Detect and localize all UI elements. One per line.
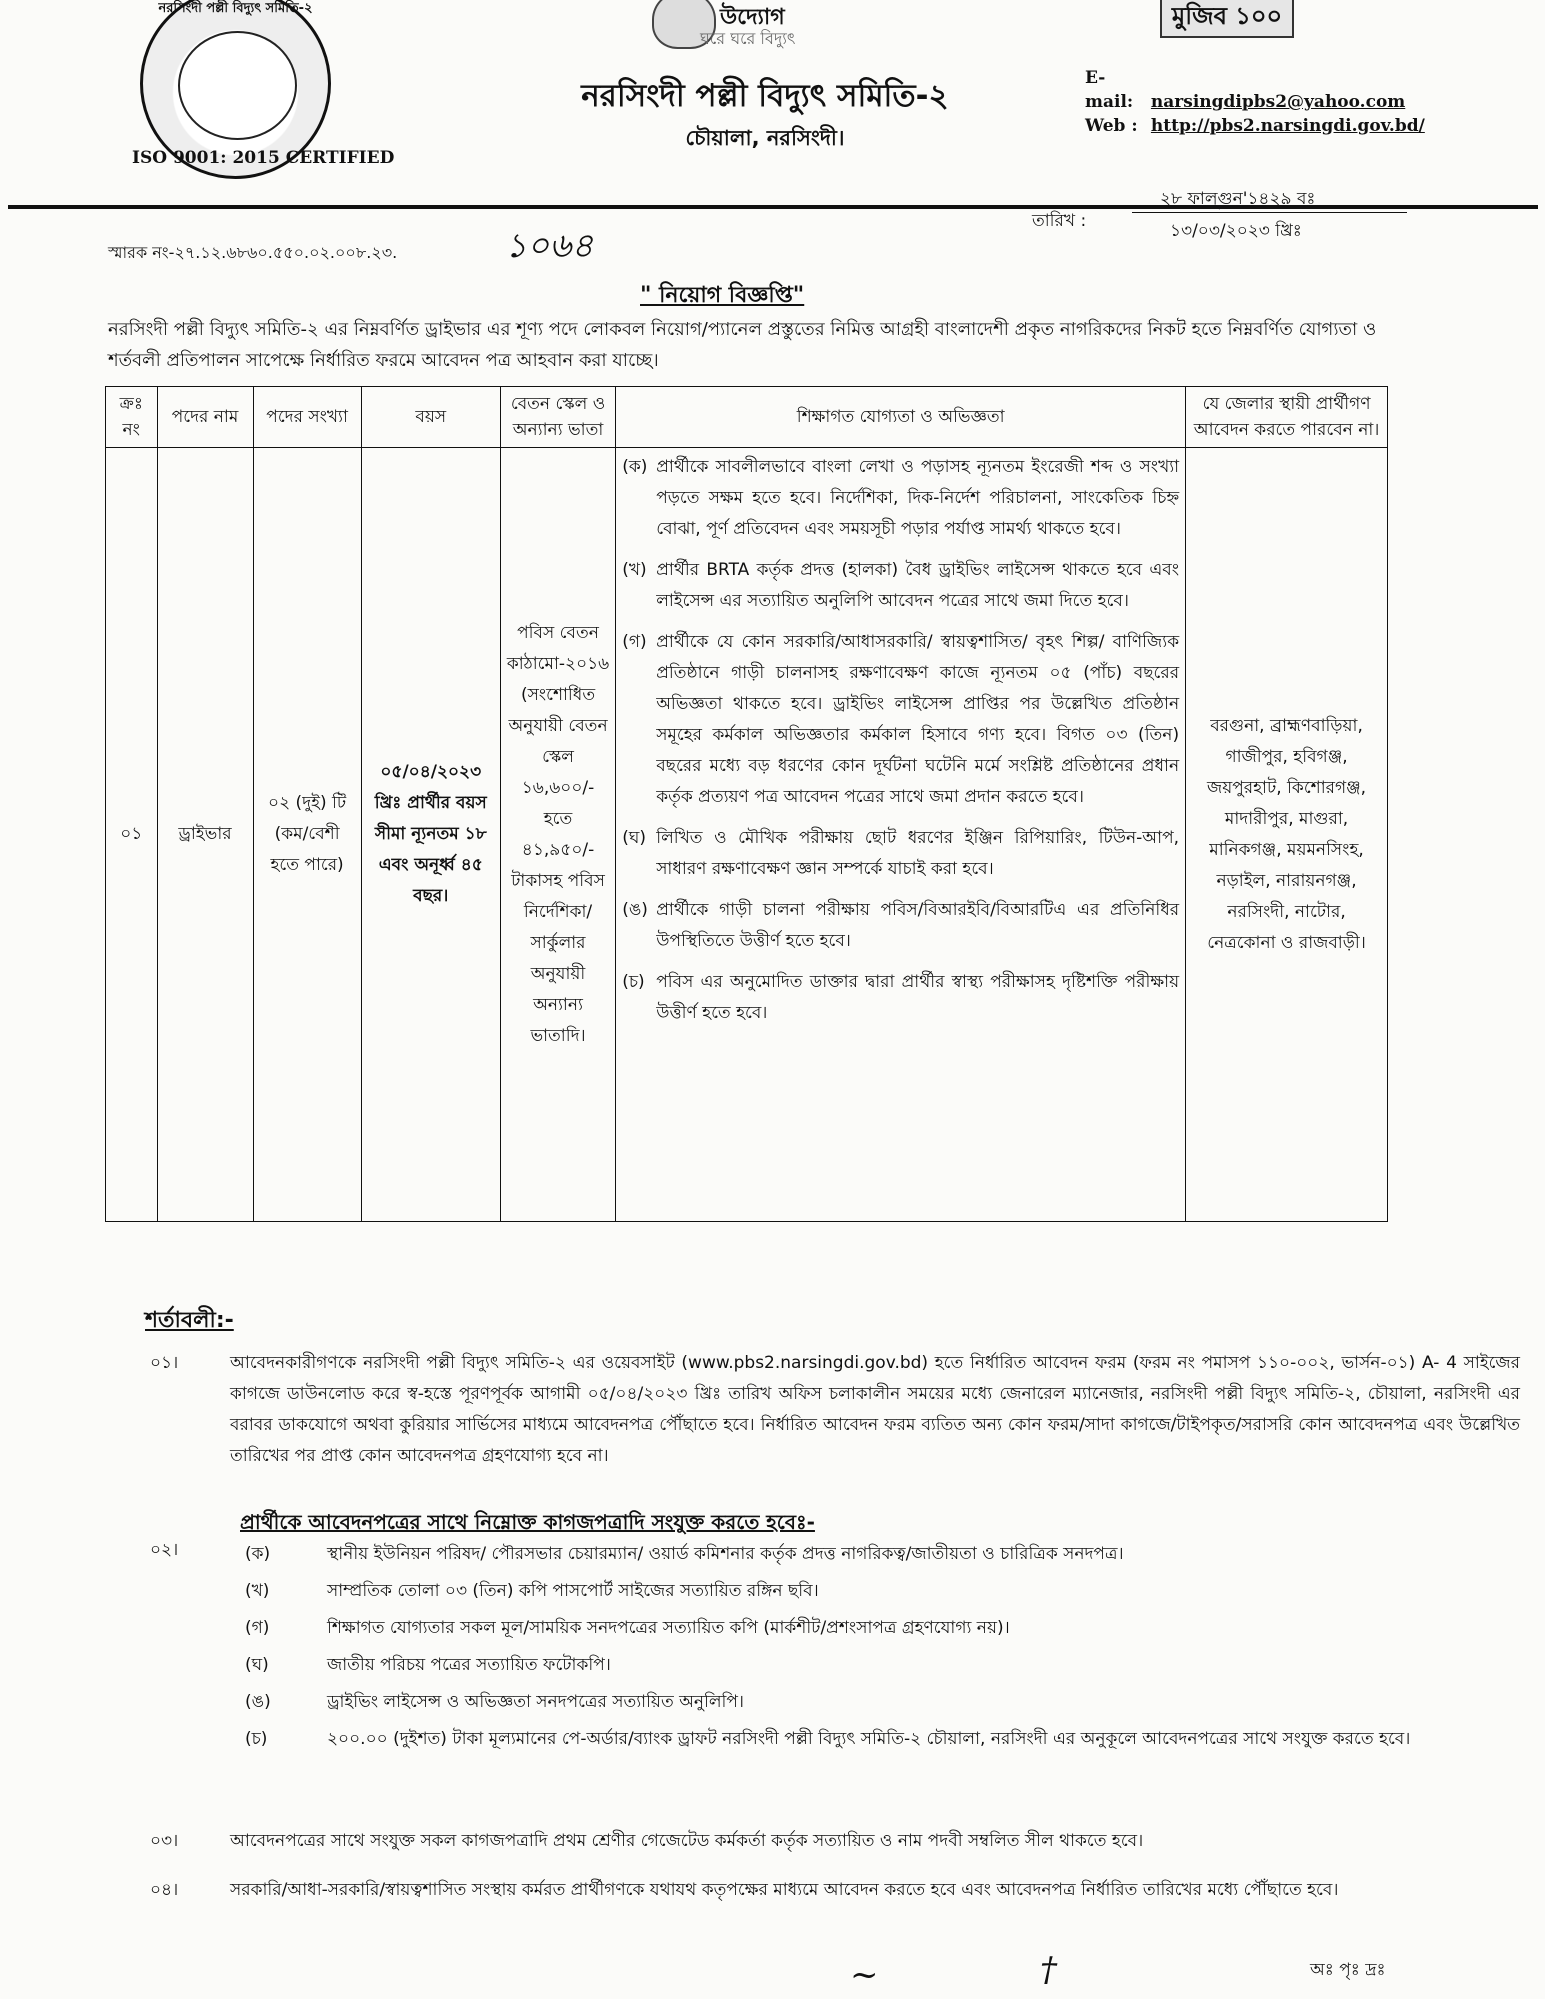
clause-number: ০৩। [150, 1831, 179, 1851]
header-post: পদের নাম [157, 387, 253, 448]
item-marker: (চ) [245, 1729, 268, 1749]
item-text: শিক্ষাগত যোগ্যতার সকল মূল/সাময়িক সনদপত্রের সত্যায়িত কপি (মার্কশীট/প্রশংসাপত্র গ্রহণযোগ্য নয়)। [327, 1618, 1010, 1638]
clause-2-heading: প্রার্থীকে আবেদনপত্রের সাথে নিম্নোক্ত কাগজপত্রাদি সংযুক্ত করতে হবেঃ- [240, 1510, 815, 1534]
item-marker: (ঘ) [245, 1655, 269, 1675]
slogan: ঘরে ঘরে বিদ্যুৎ [700, 29, 796, 48]
logo-emblem [178, 31, 297, 140]
list-item [622, 895, 1179, 957]
item-text: পবিস এর অনুমোদিত ডাক্তার দ্বারা প্রার্থীর স্বাস্থ্য পরীক্ষাসহ দৃষ্টিশক্তি পরীক্ষায় উত্তীর্ণ হতে হবে। [656, 972, 1180, 1023]
table-row [106, 448, 1388, 1222]
header-salary: বেতন স্কেল ও অন্যান্য ভাতা [500, 387, 615, 448]
list-item [622, 452, 1179, 545]
cell-excluded-districts: বরগুনা, ব্রাহ্মণবাড়িয়া, গাজীপুর, হবিগঞ্জ, জয়পুরহাট, কিশোরগঞ্জ, মাদারীপুর, মাগুরা, মানিকগঞ্জ, ময়মনসিংহ, নড়াইল, নারায়নগঞ্জ, নরসিংদী, নাটোর, নেত্রকোনা ও রাজবাড়ী। [1186, 448, 1388, 1222]
table-header-row [106, 387, 1388, 448]
item-text: প্রার্থীর BRTA কর্তৃক প্রদত্ত (হালকা) বৈধ ড্রাইভিং লাইসেন্স থাকতে হবে এবং লাইসেন্স এর সত্যায়িত অনুলিপি আবেদন পত্রের সাথে জমা দিতে হবে। [656, 560, 1180, 611]
clause-number: ০৪। [150, 1880, 179, 1900]
item-text: প্রার্থীকে সাবলীলভাবে বাংলা লেখা ও পড়াসহ ন্যূনতম ইংরেজী শব্দ ও সংখ্যা পড়তে সক্ষম হতে হবে। নির্দেশিকা, দিক-নির্দেশ পরিচালনা, সাংকেতিক চিহ্ন বোঝা, পূর্ণ প্রতিবেদন এবং সময়সূচী পড়ার পর্যাপ্ত সামর্থ্য থাকতে হবে। [656, 457, 1180, 539]
cell-age: ০৫/০৪/২০২৩ খ্রিঃ প্রার্থীর বয়স সীমা ন্যূনতম ১৮ এবং অনূর্ধ্ব ৪৫ বছর। [361, 448, 500, 1222]
header-age: বয়স [361, 387, 500, 448]
item-marker: (চ) [622, 972, 645, 992]
header-serial: ক্রঃ নং [106, 387, 158, 448]
item-text: প্রার্থীকে গাড়ী চালনা পরীক্ষায় পবিস/বিআরইবি/বিআরটিএ এর প্রতিনিধির উপস্থিতিতে উত্তীর্ণ হতে হবে। [656, 900, 1180, 951]
cell-qualifications [616, 448, 1186, 1222]
clause-number: ০১। [150, 1353, 179, 1373]
job-table [105, 386, 1388, 1222]
item-marker: (গ) [622, 632, 647, 652]
item-text: প্রার্থীকে যে কোন সরকারি/আধাসরকারি/ স্বায়ত্বশাসিত/ বৃহৎ শিল্প/ বাণিজ্যিক প্রতিষ্ঠানে গাড়ী চালনাসহ রক্ষণাবেক্ষণ কাজে ন্যূনতম ০৫ (পাঁচ) বছরের অভিজ্ঞতা থাকতে হবে। ড্রাইভিং লাইসেন্স প্রাপ্তির পর উল্লেখিত প্রতিষ্ঠান সমূহের কর্মকাল অভিজ্ঞতার কর্মকাল হিসাবে গণ্য হবে। বিগত ০৩ (তিন) বছরের মধ্যে বড় ধরণের কোন দূর্ঘটনা ঘটেনি মর্মে সংশ্লিষ্ট প্রতিষ্ঠানের প্রধান কর্তৃক প্রত্যয়ণ পত্র আবেদন পত্রের সাথে জমা প্রদান করতে হবে। [656, 632, 1180, 807]
item-text: স্থানীয় ইউনিয়ন পরিষদ/ পৌরসভার চেয়ারম্যান/ ওয়ার্ড কমিশনার কর্তৃক প্রদত্ত নাগরিকত্ব/জাতীয়তা ও চারিত্রিক সনদপত্র। [327, 1544, 1124, 1564]
list-item [622, 823, 1179, 885]
contact-block [1085, 66, 1425, 138]
udyog-logo-text: উদ্যোগ [720, 5, 785, 30]
item-marker: (গ) [245, 1618, 270, 1638]
item-text: সাম্প্রতিক তোলা ০৩ (তিন) কপি পাসপোর্ট সাইজের সত্যায়িত রঙ্গিন ছবি। [327, 1581, 819, 1601]
iso-certification: ISO 9001: 2015 CERTIFIED [132, 148, 395, 168]
date-bangla: ২৮ ফাল্গুন'১৪২৯ বঃ [1160, 189, 1316, 209]
item-marker: (ঙ) [245, 1692, 271, 1712]
notice-title: " নিয়োগ বিজ্ঞপ্তি" [640, 283, 805, 308]
date-divider [1132, 212, 1407, 213]
item-text: লিখিত ও মৌখিক পরীক্ষায় ছোট ধরণের ইঞ্জিন রিপিয়ারিং, টিউন-আপ, সাধারণ রক্ষণাবেক্ষণ জ্ঞান সম্পর্কে যাচাই করা হবে। [656, 828, 1180, 879]
email-link[interactable]: narsingdipbs2@yahoo.com [1150, 92, 1406, 112]
item-text: জাতীয় পরিচয় পত্রের সত্যায়িত ফটোকপি। [327, 1655, 611, 1675]
list-item [622, 967, 1179, 1029]
web-label: Web : [1085, 116, 1138, 136]
mujib-100-logo: মুজিব ১০০ [1160, 0, 1294, 38]
organization-address: চৌয়ালা, নরসিংদী। [685, 126, 845, 150]
clause-text: আবেদনপত্রের সাথে সংযুক্ত সকল কাগজপত্রাদি প্রথম শ্রেণীর গেজেটেড কর্মকর্তা কর্তৃক সত্যায়িত ও নাম পদবী সম্বলিত সীল থাকতে হবে। [230, 1831, 1144, 1851]
cell-salary: পবিস বেতন কাঠামো-২০১৬ (সংশোধিত অনুযায়ী বেতন স্কেল ১৬,৬০০/- হতে ৪১,৯৫০/- টাকাসহ পবিস নির্দেশিকা/ সার্কুলার অনুযায়ী অন্যান্য ভাতাদি। [500, 448, 615, 1222]
item-marker: (খ) [622, 560, 647, 580]
item-text: ২০০.০০ (দুইশত) টাকা মূল্যমানের পে-অর্ডার/ব্যাংক ড্রাফট নরসিংদী পল্লী বিদ্যুৎ সমিতি-২ চৌয়ালা, নরসিংদী এর অনুকূলে আবেদনপত্রের সাথে সংযুক্ত করতে হবে। [327, 1729, 1411, 1749]
item-marker: (ক) [622, 457, 648, 477]
clause-text: আবেদনকারীগণকে নরসিংদী পল্লী বিদ্যুৎ সমিতি-২ এর ওয়েবসাইট (www.pbs2.narsingdi.gov.bd) হতে নির্ধারিত আবেদন ফরম (ফরম নং পমাসপ ১১০-০০২, ভার্সন-০১) A- 4 সাইজের কাগজে ডাউনলোড করে স্ব-হস্তে পূরণপূর্বক আগামী ০৫/০৪/২০২৩ খ্রিঃ তারিখ অফিস চলাকালীন সময়ের মধ্যে জেনারেল ম্যানেজার, নরসিংদী পল্লী বিদ্যুৎ সমিতি-২, চৌয়ালা, নরসিংদী এর বরাবর ডাকযোগে অথবা কুরিয়ার সার্ভিসের মাধ্যমে আবেদনপত্র পৌঁছাতে হবে। নির্ধারিত আবেদন ফরম ব্যতিত অন্য কোন ফরম/সাদা কাগজে/টাইপকৃত/সরাসরি কোন আবেদনপত্র এবং উল্লেখিত তারিখের পর প্রাপ্ত কোন আবেদনপত্র গ্রহণযোগ্য হবে না। [230, 1353, 1520, 1466]
item-marker: (ঙ) [622, 900, 648, 920]
item-marker: (ঘ) [622, 828, 646, 848]
signature-mark: † [1040, 1950, 1057, 1990]
signature-mark: ~ [850, 1955, 879, 1995]
page-continue-note: অঃ পৃঃ দ্রঃ [1310, 1960, 1386, 1980]
email-label: E-mail: [1085, 68, 1134, 112]
item-marker: (ক) [245, 1544, 271, 1564]
cell-post: ড্রাইভার [157, 448, 253, 1222]
web-link[interactable]: http://pbs2.narsingdi.gov.bd/ [1150, 116, 1425, 136]
terms-title: শর্তাবলী:- [145, 1308, 234, 1333]
logo-text: নরসিংদী পল্লী বিদ্যুৎ সমিতি-২ [158, 1, 313, 16]
header-count: পদের সংখ্যা [253, 387, 361, 448]
header-qualification: শিক্ষাগত যোগ্যতা ও অভিজ্ঞতা [616, 387, 1186, 448]
date-label: তারিখ : [1032, 211, 1087, 231]
list-item [622, 627, 1179, 813]
list-item [622, 555, 1179, 617]
cell-serial: ০১ [106, 448, 158, 1222]
header-excluded-districts: যে জেলার স্থায়ী প্রার্থীগণ আবেদন করতে পারবেন না। [1186, 387, 1388, 448]
item-text: ড্রাইভিং লাইসেন্স ও অভিজ্ঞতা সনদপত্রের সত্যায়িত অনুলিপি। [327, 1692, 744, 1712]
clause-text: সরকারি/আধা-সরকারি/স্বায়ত্বশাসিত সংস্থায় কর্মরত প্রার্থীগণকে যথাযথ কতৃপক্ষের মাধ্যমে আবেদন করতে হবে এবং আবেদনপত্র নির্ধারিত তারিখের মধ্যে পৌঁছাতে হবে। [230, 1880, 1339, 1900]
cell-count: ০২ (দুই) টি (কম/বেশী হতে পারে) [253, 448, 361, 1222]
organization-title: নরসিংদী পল্লী বিদ্যুৎ সমিতি-২ [581, 78, 949, 114]
item-marker: (খ) [245, 1581, 270, 1601]
clause-number: ০২। [150, 1540, 179, 1560]
intro-paragraph: নরসিংদী পল্লী বিদ্যুৎ সমিতি-২ এর নিম্নবর্ণিত ড্রাইভার এর শূণ্য পদে লোকবল নিয়োগ/প্যানেল প্রস্তুতের নিমিত্ত আগ্রহী বাংলাদেশী প্রকৃত নাগরিকদের নিকট হতে নিম্নবর্ণিত যোগ্যতা ও শর্তবলী প্রতিপালন সাপেক্ষে নির্ধারিত ফরমে আবেদন পত্র আহবান করা যাচ্ছে। [108, 319, 1377, 371]
date-gregorian: ১৩/০৩/২০২৩ খ্রিঃ [1170, 221, 1302, 241]
memo-number: স্মারক নং-২৭.১২.৬৮৬০.৫৫০.০২.০০৮.২৩. [108, 243, 398, 262]
memo-handwritten-number: ১০৬৪ [505, 226, 594, 266]
